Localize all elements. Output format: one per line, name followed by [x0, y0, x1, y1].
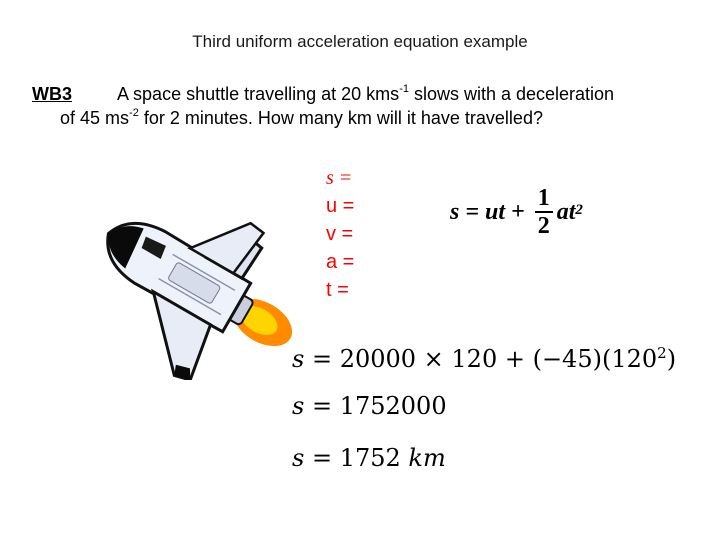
unit-exponent-1: -1 [399, 83, 409, 95]
working-line-3 [292, 444, 446, 472]
problem-label: WB3 [32, 84, 72, 104]
suvat-equation [450, 180, 583, 244]
equation-exponent: 2 [575, 201, 583, 218]
working-exp-1: 2 [657, 344, 667, 362]
problem-line1-end: slows with a deceleration [408, 84, 615, 104]
suvat-t: t = [326, 279, 349, 301]
suvat-u: u = [326, 195, 355, 217]
equation-right: at [556, 198, 576, 225]
working-unit-3: km [408, 444, 446, 472]
working-close-1: ) [666, 345, 677, 373]
working-text-1: = 20000 × 120 + (−45)(120 [304, 345, 658, 373]
problem-statement [32, 82, 682, 130]
space-shuttle-icon [74, 180, 304, 380]
suvat-s: s = [326, 167, 353, 189]
working-var-3: s [292, 444, 305, 472]
problem-line1: A space shuttle travelling at 20 kms [117, 84, 400, 104]
equation-fraction [535, 185, 553, 239]
suvat-v: v = [326, 223, 354, 245]
working-text-3: = 1752 [304, 444, 409, 472]
working-line-2 [292, 392, 447, 420]
working-var-1: s [292, 345, 305, 373]
working-line-1 [292, 344, 676, 373]
working-text-2: = 1752000 [304, 392, 447, 420]
equation-left: s = ut + [450, 198, 531, 225]
fraction-denominator: 2 [537, 213, 550, 239]
problem-line2-end: for 2 minutes. How many km will it have travelled? [138, 108, 543, 128]
suvat-a: a = [326, 251, 355, 273]
fraction-numerator: 1 [537, 185, 550, 211]
unit-exponent-2: -2 [129, 107, 139, 119]
working-var-2: s [292, 392, 305, 420]
suvat-list [326, 164, 354, 304]
problem-line2-start: of 45 ms [60, 108, 130, 128]
slide-title: Third uniform acceleration equation example [192, 32, 528, 51]
